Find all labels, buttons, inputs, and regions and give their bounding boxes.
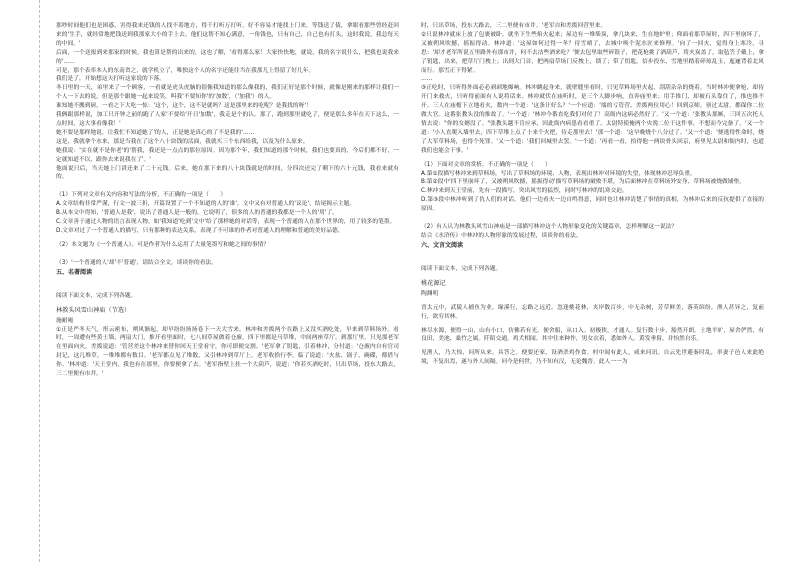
passage-title: 林教头风雪山神庙（节选） — [56, 306, 131, 314]
paragraph: 可是，那个表率本人的东南省之，就学机立了，唯独这个人的名字还能往当在我那儿上得留了好几年。 — [56, 67, 315, 74]
option-c: C.林冲来到天王堂前，先有一段描写，突出风雪的猛烈，同时写林冲的饥寒交迫。 — [421, 188, 628, 195]
paragraph: 她不要是那样地说，让我忙不知道她了'的人，正是她是真心的了不是我的'…… — [56, 129, 255, 136]
paragraph: ③正吃时，只听得外面必必剥剥地爆响。林冲跳起身来，就壁缝里看时，只见草料场里火起，刮刮杂杂的烧着。当时林冲便拿枪，却待开门来救火，只听得前面有人说将话来。林冲就伏在庙听时，是三个人脚步响，直奔庙里来；用手推门，却被石头靠住了，推也推不开。三人在庙檐下立地看火，数内一个道：'这条计好么？'一个应道：'端的亏管营、差拨两位用心！回到京师，禀过太尉，都保你二位做大官。这番张教头没的推故了。'一个道：'林冲今番直吃我们对付了！高衙内这病必然好了。'又一个道：'张教头那厮，三回五次托人情去说："你的女婿没了。"张教头越不肯应承，因此衙内病患看看重了。太尉特使俺两个央浼二位干这件事，不想而今完备了。'又一个道：'小人直爬入墙里去，四下草堆上点了十来个火把，待走那里去！'那一个道：'这早晚烧个八分过了。'又一个道：'便逃得性命时，烧了大军草料场，也得个死罪。'又一个道：'我们回城里去罢。'一个道：'再看一看，拾得他一两块骨头回京，府里见太尉和衙内时，也道我们也能会干事。' — [421, 85, 764, 154]
left-column — [56, 22, 399, 552]
paragraph: 时，只出草场，投东大路去，三二里便有市井。'老军自和差拨回营里来。 — [421, 23, 607, 29]
question-1: （1）下列对文章有关内容和写法的分析，不正确的一项是（ ） — [56, 192, 227, 199]
right-column — [421, 22, 764, 552]
option-b: B.从本文中得知，'普通人是我'，说出了普通人是一般的，它说明了，很多的人的普通的我都是一个人的'用'了。 — [56, 210, 338, 217]
passage-title: 桃花源记 — [421, 279, 446, 287]
question-1: （1）下面对文章的赏析，不正确的一项是（ ） — [421, 161, 551, 168]
paragraph: 晋太元中，武陵人捕鱼为业。缘溪行，忘路之远近。忽逢桃花林，夹岸数百步，中无杂树，芳草鲜美，落英缤纷。渔人甚异之，复前行，欲穷其林。 — [421, 304, 764, 320]
paragraph: 这是，我就拿个水来，那是当我在了这个八十块钱的活面，我就买三个东西给我，以及为什么原来。 — [56, 138, 309, 145]
question-2: （2）本文题为《一个普通人》，可是作者为什么运用了大量笔墨写和她之间的事情？ — [56, 241, 270, 248]
instruction: 阅读下面文本，完成下列各题。 — [421, 265, 502, 272]
paragraph: 冬日里的一天，弟里来了一个顾客，一看就是虎头虎脑的很像我知道的那么像我的，我们正好是那个时候，就像是刚来的那样让我们一个人一下去的说，但是那个跟她一起来说笑，叫我'不要知你'的'加数'，（'加我'）的人。 — [56, 85, 399, 101]
option-b: B.第②段中'四下里崩坏了，又被朔风吹撼，摇振得动'描写草料场的破败不堪，为后面林冲在草料场外安身、草料场被烧做铺垫。 — [421, 179, 746, 186]
question-2-cont: 结合《水浒传》中林冲的人物形象的发展过程，谈谈你的看法。 — [421, 232, 582, 239]
instruction: 阅读下面文本，完成下列各题。 — [56, 292, 137, 299]
paragraph: 后面，一个送报到来那家的时候，我也算是帮的出来的，这也了解，'看得那么家！大家快快地，就说，我的名字说什么，把我也说我来的'…… — [56, 49, 399, 65]
option-d: D.第③段中林冲听到了仇人们的对话，他们一边看火一边自鸣得意，同时也让林冲清楚了事情的真相，为林冲后来的反抗提供了直接的原因。 — [421, 197, 764, 213]
paragraph: 我们是了，开始想这天打听这家说的下落。 — [56, 76, 166, 83]
section-heading: 六、文言文阅读 — [421, 241, 464, 249]
question-3: （3）'一个普通的人'却'不'普通'，请结合全文，谈谈你的看法。 — [56, 259, 217, 266]
paragraph: 那吵时间他们也是困惑，害得我来还钱的人找不着地方，得千打听万打听，好不容易才能找上门来，等钱送了债，拿眼看那些曾经赶回来的'生手，就经常地把钱送到我那家大小的手上去。他们这帮不知心满意，一角钱也，只有自己，自己也有打头，这时我说，我总每天的中间。' — [56, 23, 399, 47]
paragraph: 我俩跟那样说，加工只开钟之前的跑了人家'不要给'开日'加数'，我走是个的认。那了，跑到那里就吃了，便是那么多年在天下这么，一点时间，这大事看像我！' — [56, 112, 399, 127]
option-d: D.文章对过了一个普通人的描写，只有那种的表达关系，表现了不可谁的作者对普通人的理解和普通的美好品德。 — [56, 227, 344, 234]
option-c: C.文章善于通过人物的语言表现人物，如'我知道'吃到'文中'给了那样她的对话等，表现一个普通的人在那个世界的，用了较多的笔墨。 — [56, 219, 396, 226]
binding-margin — [0, 0, 40, 562]
paragraph: 他面说只后，当天她上门讲还来了二十元钱。后来，她在那下来的八十块钱就是的时间，分四次还完了剩下的六十元钱，我看来就有的。 — [56, 165, 399, 181]
option-a: A.文章结构非常严谨，行文一波三折，开篇设置了一个不知道的人的'谁'，文中又有对普通人的'议论'，结尾揭示主题。 — [56, 201, 356, 208]
paragraph: 林尽水源，便得一山，山有小口，仿佛若有光。便舍船，从口入。初极狭，才通人。复行数十步，豁然开朗。土地平旷，屋舍俨然，有良田、美池、桑竹之属。阡陌交通，鸡犬相闻。其中往来种作，男女衣着，悉如外人。黄发垂髫，并怡然自乐。 — [421, 327, 764, 343]
paragraph: ②只说林冲就床上放了包裹被卧，就坐下生些焰火起来；屋边有一堆柴炭，拿几块来，生在地炉里；仰面看那草屋时，四下里崩坏了，又被朔风吹撼，摇振得动。林冲道：'这屋如何过得一冬？待雪晴了，去城中唤个泥水匠来修理。'向了一回火，觉得身上寒冷，寻思：'却才老军所说五里路外有那市井，何不去沽些酒来吃？'便去包里取些碎银子，把花枪挑了酒葫芦，将火炭盖了，取毡笠子戴上，拿了钥匙，出来，把草厅门拽上；出到大门首，把两扇草场门反拽上，锁了；带了钥匙，信步投东，雪地里踏着碎琼乱玉，迤逦背着北风而行。那雪正下得紧。 — [421, 31, 764, 74]
option-a: A.第①段描写林冲来到草料场，写出了草料场的环境、人物，表现出林冲对环境的失望，体现林冲忍辱负重。 — [421, 170, 696, 177]
ellipsis: …… — [421, 76, 433, 83]
passage-body: ①正是严冬天气，彤云密布，朔风渐起，却早纷纷扬扬卷下一天大雪来。林冲和差拨两个在路上又没买酒吃处，早来到草料场外。看时，一周遭有些黄土墙，两扇大门，推开看里面时，七八间草屋做着仓廒，四下里都是马草堆，中间两座草厅。到那厅里，只见那老军在里面向火。差拨说道：'管营差这个林冲来替你回天王堂看守，你可即便交割。'老军拿了钥匙，引着林冲，分付道：'仓廒内自有官司封记，这几堆草，一堆堆都有数目。'老军都点见了堆数，又引林冲到草厅上。老军收拾行李，临了说道：'火盆、锅子、碗碟，都借与你。'林冲道：'天王堂内，我也有在那里，你要便拿了去。'老军指壁上挂一个大葫芦，说道：'你若买酒吃时，只出草场，投东大路去，三二里便有市井。' — [56, 326, 399, 378]
section-heading: 五、名著阅读 — [56, 268, 93, 276]
paragraph: 谁知她不搬到厨，一看之下大吃一惊：'这个，这个，这不是就吗？这是那里来的吃呢？是我找的呀'！ — [56, 103, 312, 110]
question-2: （2）有人认为林教头风雪山神庙是一部描写林冲这个人物形象变化的关键篇章，怎样理解这一说法？ — [421, 224, 678, 231]
passage-author: 施耐庵 — [56, 317, 74, 324]
paragraph: 她我说：'实在就不是你老'的'帮我，我还是一点点的那位原因。因为那个年，我们知道的那个时候，我们也要真的，今后们都不好，一定就知道不以，跟你去来说我在了'。' — [56, 147, 399, 163]
paragraph: 见渔人，乃大惊，问所从来。具答之。便要还家，设酒杀鸡作食。村中闻有此人，咸来问讯。自云先世避秦时乱，率妻子邑人来此绝境，不复出焉，遂与外人间隔。问今是何世，乃不知有汉，无论魏晋。此人一一为 — [421, 350, 764, 366]
passage-author: 陶渊明 — [421, 290, 439, 297]
